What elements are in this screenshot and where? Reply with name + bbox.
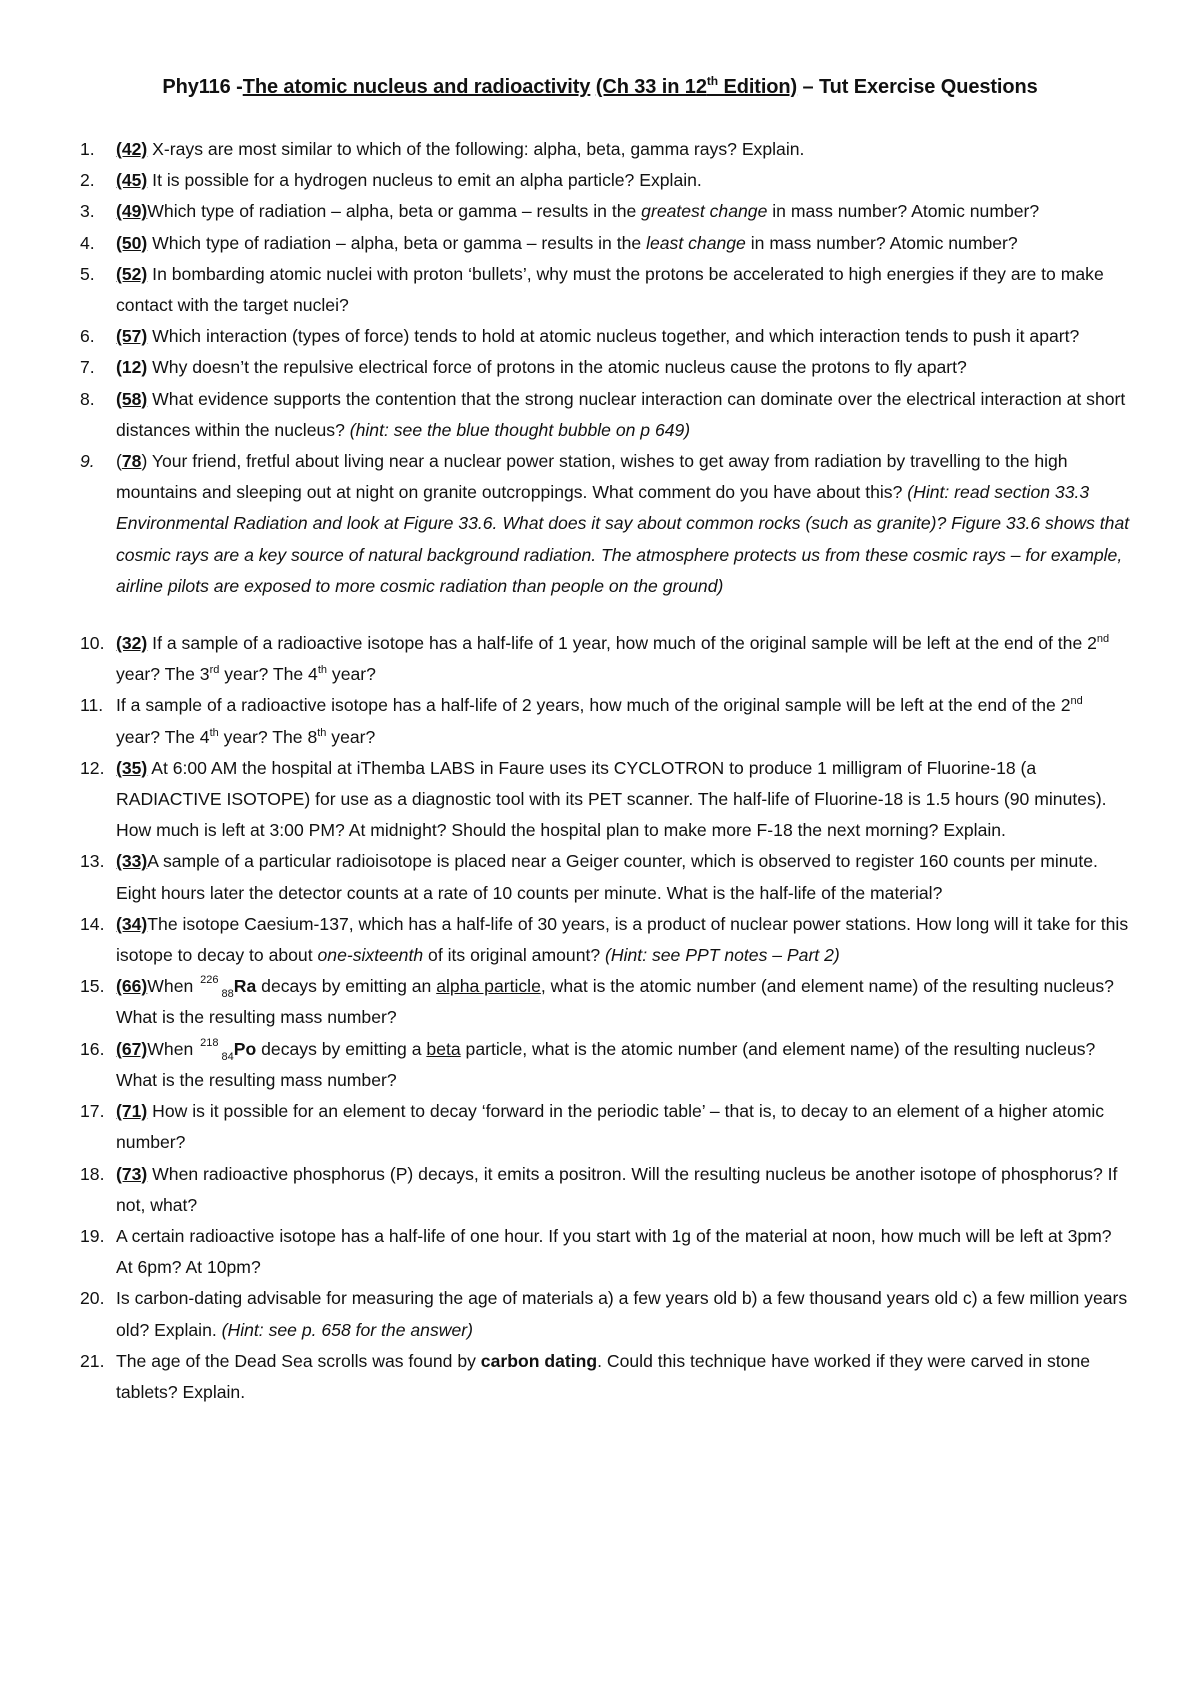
title-suffix: – Tut Exercise Questions <box>797 76 1038 98</box>
isotope-radium: 22688Ra <box>200 974 257 1001</box>
textbook-ref: (33) <box>116 851 148 872</box>
question-number: 1. <box>80 139 95 159</box>
title-topic: The atomic nucleus and radioactivity <box>242 76 591 98</box>
question-number: 16. <box>80 1038 105 1059</box>
question-number: 2. <box>80 170 95 191</box>
hint-text: (Hint: read section 33.3 Environmental Radiation and look at Figure 33.6. What does it say about common rocks (such as granite)? Figure 33.6 shows that cosmic rays are a key source of natural background radiation. The atmosphere protects us from these cosmic rays – for example, airline pilots are exposed to more cosmic radiation than people on the ground) <box>116 482 1130 596</box>
question-14: 14. (34)The isotope Caesium-137, which has a half-life of 30 years, is a product of nuclear power stations. How long will it take for this isotope to decay to about one-sixteenth of its original amount? (Hint: see PPT notes – Part 2) <box>80 909 1130 971</box>
question-number: 10. <box>80 633 105 654</box>
question-number: 4. <box>80 232 95 253</box>
title-edition: (Ch 33 in 12th Edition) <box>595 74 798 98</box>
textbook-ref: (12) <box>116 357 148 378</box>
question-16: 16. (67)When 21884Po decays by emitting a beta particle, what is the atomic number (and element name) of the resulting nucleus? What is the resulting mass number? <box>80 1034 1130 1096</box>
textbook-ref: (42) <box>116 139 148 159</box>
textbook-ref: 78 <box>121 451 142 472</box>
textbook-ref: (57) <box>116 326 148 347</box>
question-list <box>80 134 1130 1408</box>
document-title <box>0 76 1200 99</box>
textbook-ref: (71) <box>116 1101 148 1122</box>
textbook-ref: (35) <box>116 757 148 778</box>
question-number: 13. <box>80 851 105 872</box>
question-number: 14. <box>80 913 105 934</box>
textbook-ref: (32) <box>116 633 148 654</box>
question-4: 4. (50) Which type of radiation – alpha, beta or gamma – results in the least change in mass number? Atomic number? <box>80 228 1130 259</box>
question-12: 12. (35) At 6:00 AM the hospital at iThemba LABS in Faure uses its CYCLOTRON to produce 1 milligram of Fluorine-18 (a RADIACTIVE ISOTOPE) for use as a diagnostic tool with its PET scanner. The half-life of Fluorine-18 is 1.5 hours (90 minutes). How much is left at 3:00 PM? At midnight? Should the hospital plan to make more F-18 the next morning? Explain. <box>80 753 1130 847</box>
textbook-ref: (66) <box>116 976 148 997</box>
question-18: 18. (73) When radioactive phosphorus (P) decays, it emits a positron. Will the resulting nucleus be another isotope of phosphorus? If not, what? <box>80 1159 1130 1221</box>
textbook-ref: (73) <box>116 1163 148 1184</box>
textbook-ref: (67) <box>116 1038 148 1059</box>
question-21: 21. The age of the Dead Sea scrolls was found by carbon dating. Could this technique have worked if they were carved in stone tablets? Explain. <box>80 1346 1130 1408</box>
question-number: 3. <box>80 201 95 222</box>
question-number: 5. <box>80 263 95 284</box>
question-number: 6. <box>80 326 95 347</box>
question-17: 17. (71) How is it possible for an element to decay ‘forward in the periodic table’ – that is, to decay to an element of a higher atomic number? <box>80 1096 1130 1158</box>
textbook-ref: (58) <box>116 388 148 409</box>
question-6: 6. (57) Which interaction (types of force) tends to hold at atomic nucleus together, and which interaction tends to push it apart? <box>80 321 1130 352</box>
question-3: 3. (49)Which type of radiation – alpha, beta or gamma – results in the greatest change in mass number? Atomic number? <box>80 196 1130 227</box>
textbook-ref: (49) <box>116 201 148 222</box>
question-1: 1. (42) X-rays are most similar to which of the following: alpha, beta, gamma rays? Explain. <box>80 134 1130 165</box>
question-8: 8. (58) What evidence supports the contention that the strong nuclear interaction can dominate over the electrical interaction at short distances within the nucleus? (hint: see the blue thought bubble on p 649) <box>80 384 1130 446</box>
question-number: 21. <box>80 1350 105 1371</box>
question-number: 8. <box>80 388 95 409</box>
question-15: 15. (66)When 22688Ra decays by emitting an alpha particle, what is the atomic number (and element name) of the resulting nucleus? What is the resulting mass number? <box>80 971 1130 1033</box>
hint-text: (Hint: see p. 658 for the answer) <box>221 1319 473 1340</box>
question-number: 15. <box>80 976 105 997</box>
textbook-ref: (34) <box>116 913 148 934</box>
question-13: 13. (33)A sample of a particular radioisotope is placed near a Geiger counter, which is observed to register 160 counts per minute. Eight hours later the detector counts at a rate of 10 counts per minute. What is the half-life of the material? <box>80 846 1130 908</box>
question-number: 7. <box>80 357 95 378</box>
question-number: 19. <box>80 1225 105 1246</box>
question-9: 9. (78) Your friend, fretful about living near a nuclear power station, wishes to get away from radiation by travelling to the high mountains and sleeping out at night on granite outcroppings. What comment do you have about this? (Hint: read section 33.3 Environmental Radiation and look at Figure 33.6. What does it say about common rocks (such as granite)? Figure 33.6 shows that cosmic rays are a key source of natural background radiation. The atmosphere protects us from these cosmic rays – for example, airline pilots are exposed to more cosmic radiation than people on the ground) <box>80 446 1130 602</box>
isotope-polonium: 21884Po <box>200 1036 257 1063</box>
textbook-ref: (45) <box>116 170 148 191</box>
textbook-ref: (52) <box>116 263 148 284</box>
question-7: 7. (12) Why doesn’t the repulsive electrical force of protons in the atomic nucleus cause the protons to fly apart? <box>80 352 1130 383</box>
question-10: 10. (32) If a sample of a radioactive isotope has a half-life of 1 year, how much of the original sample will be left at the end of the 2nd year? The 3rd year? The 4th year? <box>80 628 1130 690</box>
question-11: 11. If a sample of a radioactive isotope has a half-life of 2 years, how much of the original sample will be left at the end of the 2nd year? The 4th year? The 8th year? <box>80 690 1130 752</box>
question-number: 9. <box>80 451 95 472</box>
question-5: 5. (52) In bombarding atomic nuclei with proton ‘bullets’, why must the protons be accelerated to high energies if they are to make contact with the target nuclei? <box>80 259 1130 321</box>
title-course-code: Phy116 - <box>162 76 243 98</box>
question-number: 11. <box>80 695 104 716</box>
hint-text: (hint: see the blue thought bubble on p 649) <box>349 419 691 440</box>
question-number: 18. <box>80 1163 105 1184</box>
hint-text: (Hint: see PPT notes – Part 2) <box>605 945 840 966</box>
textbook-ref: (50) <box>116 232 148 253</box>
question-number: 17. <box>80 1101 105 1122</box>
question-number: 20. <box>80 1288 105 1309</box>
question-2: 2. (45) It is possible for a hydrogen nucleus to emit an alpha particle? Explain. <box>80 165 1130 196</box>
question-19: 19. A certain radioactive isotope has a half-life of one hour. If you start with 1g of the material at noon, how much will be left at 3pm? At 6pm? At 10pm? <box>80 1221 1130 1283</box>
spacer <box>80 602 1130 628</box>
question-number: 12. <box>80 757 105 778</box>
question-20: 20. Is carbon-dating advisable for measuring the age of materials a) a few years old b) a few thousand years old c) a few million years old? Explain. (Hint: see p. 658 for the answer) <box>80 1283 1130 1345</box>
